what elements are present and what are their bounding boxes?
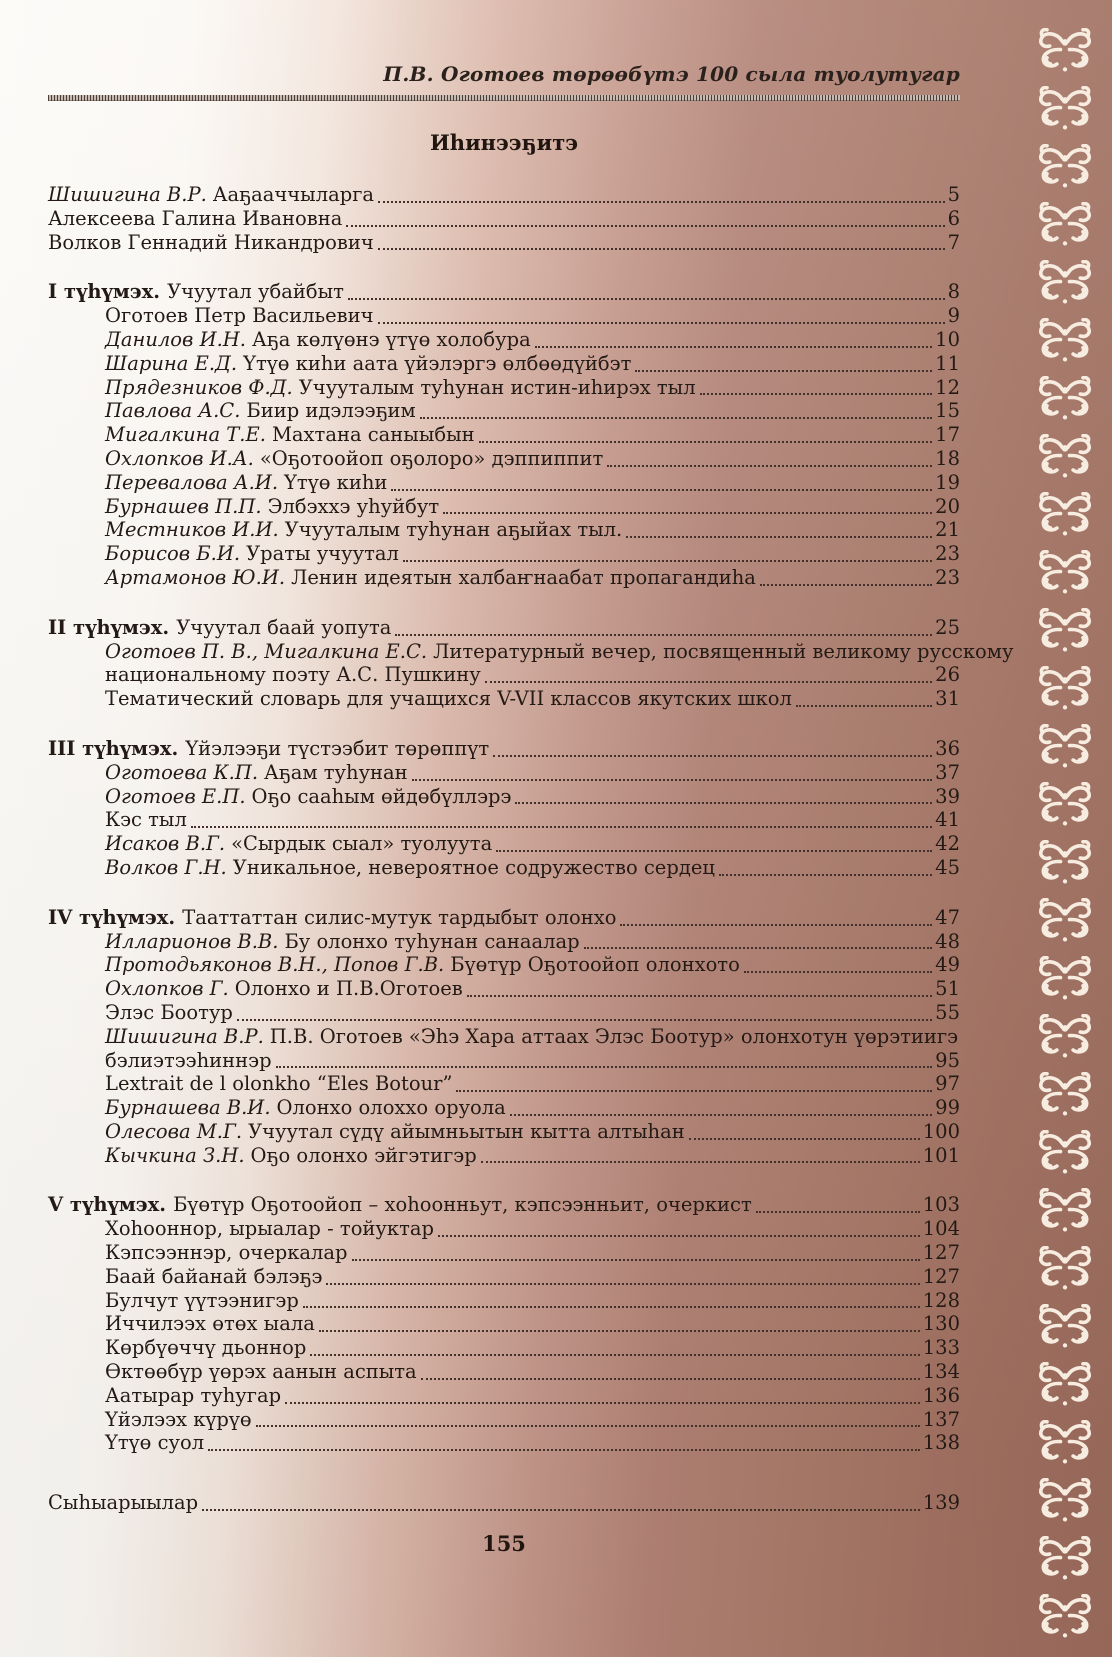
entry-title: Махтана саныыбын	[271, 423, 475, 447]
scroll-flourish-icon	[1033, 782, 1097, 827]
dot-leader	[481, 1140, 920, 1164]
entry-title: Үтүө суол	[105, 1431, 205, 1455]
toc-list	[48, 183, 1014, 1515]
folio-page-number: 155	[482, 1531, 526, 1557]
entry-page-number: 10	[935, 327, 960, 351]
scroll-flourish-icon	[1033, 1420, 1097, 1465]
entry-title: Учуутал баай уопута	[176, 615, 392, 639]
entry-title: Бу олонхо туһунан санаалар	[284, 929, 580, 953]
entry-page-number: 6	[947, 206, 960, 230]
entry-page-number: 41	[935, 808, 960, 832]
dot-leader	[256, 1404, 920, 1428]
entry-title: Үйэлээх күрүө	[105, 1407, 252, 1431]
entry-page-number: 134	[922, 1360, 960, 1384]
entry-author: Данилов И.Н.	[105, 327, 246, 351]
toc-entry	[48, 231, 960, 255]
toc-entry	[48, 1001, 960, 1025]
entry-page-number: 137	[922, 1407, 960, 1431]
entry-title: Сыһыарыылар	[48, 1491, 199, 1515]
dot-leader	[319, 1308, 920, 1332]
scroll-flourish-icon	[1033, 492, 1097, 537]
entry-author: Илларионов В.В.	[105, 929, 279, 953]
entry-title: Оготоев Петр Васильевич	[105, 304, 374, 328]
entry-page-number: 100	[922, 1119, 960, 1143]
entry-page-number: 18	[935, 446, 960, 470]
scroll-flourish-icon	[1033, 1246, 1097, 1291]
entry-author: Охлопков И.А.	[105, 446, 254, 470]
dot-leader	[412, 757, 932, 781]
dot-leader	[719, 852, 932, 876]
dot-leader	[607, 443, 932, 467]
entry-author: Шишигина В.Р.	[105, 1024, 264, 1048]
dot-leader	[352, 1237, 920, 1261]
scroll-flourish-icon	[1033, 840, 1097, 885]
dot-leader	[515, 781, 932, 805]
dot-leader	[310, 1332, 919, 1356]
toc-entry	[48, 1491, 960, 1515]
entry-page-number: 101	[922, 1143, 960, 1167]
entry-author: Перевалова А.И.	[105, 470, 279, 494]
dot-leader	[348, 276, 945, 300]
dot-leader	[700, 372, 933, 396]
dot-leader	[443, 491, 932, 515]
entry-title: Булчут үүтээнигэр	[105, 1288, 299, 1312]
dot-leader	[403, 538, 932, 562]
entry-title: «Оҕотоойоп оҕолоро» дэппиппит	[259, 446, 604, 470]
entry-page-number: 99	[935, 1096, 960, 1120]
entry-author: Шарина Е.Д.	[105, 351, 238, 375]
scroll-flourish-icon	[1033, 1188, 1097, 1233]
entry-title: Аҕа көлүөнэ үтүө холобура	[252, 327, 531, 351]
dot-leader	[303, 1285, 920, 1309]
scroll-flourish-icon	[1033, 434, 1097, 479]
entry-title: Элбэххэ уһуйбут	[267, 494, 440, 518]
dot-leader	[467, 973, 932, 997]
section-label: IV түһүмэх.	[48, 905, 176, 929]
entry-title: Бүөтүр Оҕотоойоп олонхото	[450, 953, 740, 977]
entry-page-number: 130	[922, 1312, 960, 1336]
entry-page-number: 139	[922, 1491, 960, 1515]
dot-leader	[493, 733, 932, 757]
toc-entry	[48, 1431, 960, 1455]
scroll-flourish-icon	[1033, 666, 1097, 711]
dot-leader	[285, 1380, 920, 1404]
entry-title: Үтүө киһи аата үйэлэргэ өлбөөдүйбэт	[243, 351, 632, 375]
entry-title: Олонхо и П.В.Оготоев	[234, 977, 463, 1001]
entry-title: Оҕо олонхо эйгэтигэр	[250, 1143, 477, 1167]
toc-entry	[48, 687, 960, 711]
entry-page-number: 26	[935, 663, 960, 687]
scroll-flourish-icon	[1033, 1594, 1097, 1639]
scroll-flourish-icon	[1033, 956, 1097, 1001]
entry-page-number: 45	[935, 855, 960, 879]
scroll-flourish-icon	[1033, 86, 1097, 131]
entry-page-number: 127	[922, 1241, 960, 1265]
entry-title: Элэс Боотур	[105, 1000, 233, 1024]
dot-leader	[438, 1213, 920, 1237]
entry-title: Ленин идеятын халбаҥнаабат пропагандиһа	[291, 565, 756, 589]
entry-page-number: 51	[935, 977, 960, 1001]
dot-leader	[760, 562, 932, 586]
dot-leader	[756, 1189, 920, 1213]
dot-leader	[346, 203, 944, 227]
entry-title: национальному поэту А.С. Пушкину	[105, 663, 481, 687]
entry-title: Волков Геннадий Никандрович	[48, 230, 374, 254]
dot-leader	[421, 1356, 920, 1380]
dot-leader	[620, 902, 932, 926]
entry-title: Үтүө киһи	[284, 470, 388, 494]
entry-author: Прядезников Ф.Д.	[105, 375, 293, 399]
entry-title: Олонхо олоххо оруола	[276, 1096, 506, 1120]
entry-page-number: 136	[922, 1383, 960, 1407]
scroll-flourish-icon	[1033, 202, 1097, 247]
entry-author: Павлова А.С.	[105, 399, 241, 423]
entry-title: П.В. Оготоев «Эһэ Хара аттаах Элэс Боотур» олонхотун үөрэтиигэ	[269, 1024, 959, 1048]
entry-page-number: 95	[935, 1048, 960, 1072]
entry-page-number: 39	[935, 784, 960, 808]
section-label: II түһүмэх.	[48, 615, 170, 639]
entry-page-number: 8	[947, 280, 960, 304]
dot-leader	[456, 1068, 932, 1092]
scroll-flourish-icon	[1033, 1478, 1097, 1523]
entry-title: Көрбүөччү дьоннор	[105, 1336, 307, 1360]
entry-title: Алексеева Галина Ивановна	[48, 206, 343, 230]
entry-author: Артамонов Ю.И.	[105, 565, 286, 589]
toc-entry	[48, 616, 960, 640]
entry-page-number: 128	[922, 1288, 960, 1312]
entry-page-number: 97	[935, 1072, 960, 1096]
section-label: III түһүмэх.	[48, 736, 179, 760]
entry-page-number: 25	[935, 615, 960, 639]
page-title: Иһинээҕитэ	[429, 130, 579, 155]
entry-page-number: 21	[935, 518, 960, 542]
entry-author: Борисов Б.И.	[105, 542, 241, 566]
dot-leader	[191, 804, 932, 828]
dot-leader	[485, 659, 932, 683]
entry-title: «Сырдык сыал» туолуута	[231, 832, 493, 856]
entry-page-number: 127	[922, 1264, 960, 1288]
page-content	[48, 0, 1014, 1557]
dot-leader	[744, 949, 932, 973]
entry-author: Олесова М.Г.	[105, 1119, 243, 1143]
entry-page-number: 104	[922, 1217, 960, 1241]
entry-page-number: 47	[935, 905, 960, 929]
scroll-flourish-icon	[1033, 1304, 1097, 1349]
entry-title: Өктөөбүр үөрэх аанын аспыта	[105, 1360, 417, 1384]
dot-leader	[635, 348, 932, 372]
entry-page-number: 19	[935, 470, 960, 494]
scroll-flourish-icon	[1033, 550, 1097, 595]
entry-page-number: 7	[947, 230, 960, 254]
entry-page-number: 23	[935, 542, 960, 566]
entry-title: Кэпсээннэр, очеркалар	[105, 1241, 348, 1265]
scroll-flourish-icon	[1033, 260, 1097, 305]
entry-title: Аҕам туһунан	[264, 760, 408, 784]
entry-title: Биир идэлээҕим	[246, 399, 416, 423]
dot-leader	[420, 395, 932, 419]
scroll-flourish-icon	[1033, 1014, 1097, 1059]
scroll-flourish-icon	[1033, 1130, 1097, 1175]
section-label: I түһүмэх.	[48, 280, 161, 304]
entry-title: Кэс тыл	[105, 808, 187, 832]
entry-page-number: 37	[935, 760, 960, 784]
entry-author: Протодьяконов В.Н., Попов Г.В.	[105, 953, 445, 977]
entry-title: Оҕо сааһым өйдөбүллэрэ	[251, 784, 512, 808]
entry-title: Учуутал убайбыт	[167, 280, 344, 304]
header-rule	[48, 95, 960, 101]
entry-title: бэлиэтээһиннэр	[105, 1048, 272, 1072]
dot-leader	[391, 467, 932, 491]
entry-title: Тааттаттан силис-мутук тардыбыт олонхо	[182, 905, 617, 929]
ornament-strip	[1032, 28, 1098, 1652]
entry-author: Кычкина З.Н.	[105, 1143, 245, 1167]
entry-author: Оготоева К.П.	[105, 760, 259, 784]
entry-title: Литературный вечер, посвященный великому русскому	[433, 639, 1014, 663]
entry-page-number: 12	[935, 375, 960, 399]
scroll-flourish-icon	[1033, 1362, 1097, 1407]
entry-page-number: 49	[935, 953, 960, 977]
entry-title: Учууталым туһунан аҕыйах тыл.	[284, 518, 623, 542]
scroll-flourish-icon	[1033, 1072, 1097, 1117]
entry-page-number: 133	[922, 1336, 960, 1360]
entry-title: Lextrait de l olonkho “Eles Botour”	[105, 1072, 453, 1096]
entry-author: Шишигина В.Р.	[48, 183, 207, 206]
scroll-flourish-icon	[1033, 376, 1097, 421]
scroll-flourish-icon	[1033, 28, 1097, 73]
dot-leader	[395, 612, 932, 636]
dot-leader	[208, 1427, 920, 1451]
dot-leader	[378, 179, 945, 203]
entry-title: Ааҕааччыларга	[212, 183, 375, 206]
entry-author: Бурнашев П.П.	[105, 494, 262, 518]
entry-author: Оготоев П. В., Мигалкина Е.С.	[105, 639, 428, 663]
entry-title: Уникальное, невероятное содружество сердец	[232, 855, 715, 879]
entry-title: Баай байанай бэлэҕэ	[105, 1264, 323, 1288]
entry-title: Учуутал сүдү айымньытын кытта алтыһан	[248, 1119, 685, 1143]
dot-leader	[584, 926, 933, 950]
entry-page-number: 48	[935, 929, 960, 953]
dot-leader	[796, 683, 932, 707]
entry-page-number: 55	[935, 1000, 960, 1024]
dot-leader	[496, 828, 932, 852]
dot-leader	[202, 1487, 920, 1511]
entry-author: Исаков В.Г.	[105, 832, 226, 856]
entry-page-number: 103	[922, 1193, 960, 1217]
entry-page-number: 5	[947, 183, 960, 206]
dot-leader	[276, 1045, 933, 1069]
toc-entry	[48, 856, 960, 880]
dot-leader	[378, 227, 945, 251]
dot-leader	[689, 1116, 920, 1140]
entry-page-number: 11	[935, 351, 960, 375]
entry-page-number: 42	[935, 832, 960, 856]
dot-leader	[237, 997, 932, 1021]
dot-leader	[326, 1261, 919, 1285]
entry-title: Иччилээх өтөх ыала	[105, 1312, 315, 1336]
scroll-flourish-icon	[1033, 724, 1097, 769]
entry-author: Местников И.И.	[105, 518, 279, 542]
entry-title: Аатырар туһугар	[105, 1383, 282, 1407]
entry-page-number: 9	[947, 304, 960, 328]
scroll-flourish-icon	[1033, 898, 1097, 943]
entry-title: Учууталым туһунан истин-иһирэх тыл	[298, 375, 696, 399]
entry-page-number: 15	[935, 399, 960, 423]
dot-leader	[535, 324, 932, 348]
entry-title: Бүөтүр Оҕотоойоп – хоһоонньут, кэпсээнньит, очеркист	[173, 1193, 752, 1217]
entry-title: Тематический словарь для учащихся V-VII классов якутских школ	[105, 687, 792, 711]
entry-page-number: 20	[935, 494, 960, 518]
dot-leader	[479, 419, 933, 443]
dot-leader	[378, 300, 945, 324]
scroll-flourish-icon	[1033, 608, 1097, 653]
entry-title: Үйэлээҕи түстээбит төрөппүт	[185, 736, 490, 760]
section-label: V түһүмэх.	[48, 1193, 167, 1217]
scroll-flourish-icon	[1033, 144, 1097, 189]
entry-page-number: 36	[935, 736, 960, 760]
dot-leader	[626, 514, 932, 538]
entry-author: Охлопков Г.	[105, 977, 229, 1001]
entry-page-number: 31	[935, 687, 960, 711]
running-head: П.В. Оготоев төрөөбүтэ 100 сыла туолутугар	[383, 62, 960, 86]
toc-entry	[48, 566, 960, 590]
entry-page-number: 17	[935, 423, 960, 447]
entry-author: Бурнашева В.И.	[105, 1096, 271, 1120]
toc-entry	[48, 1144, 960, 1168]
entry-title: Хоһооннор, ырыалар - тойуктар	[105, 1217, 434, 1241]
entry-author: Мигалкина Т.Е.	[105, 423, 266, 447]
entry-title: Ураты учуутал	[246, 542, 399, 566]
scroll-flourish-icon	[1033, 1536, 1097, 1581]
entry-author: Оготоев Е.П.	[105, 784, 246, 808]
dot-leader	[510, 1092, 932, 1116]
entry-page-number: 23	[935, 565, 960, 589]
scroll-flourish-icon	[1033, 318, 1097, 363]
entry-page-number: 138	[922, 1431, 960, 1455]
entry-author: Волков Г.Н.	[105, 855, 227, 879]
